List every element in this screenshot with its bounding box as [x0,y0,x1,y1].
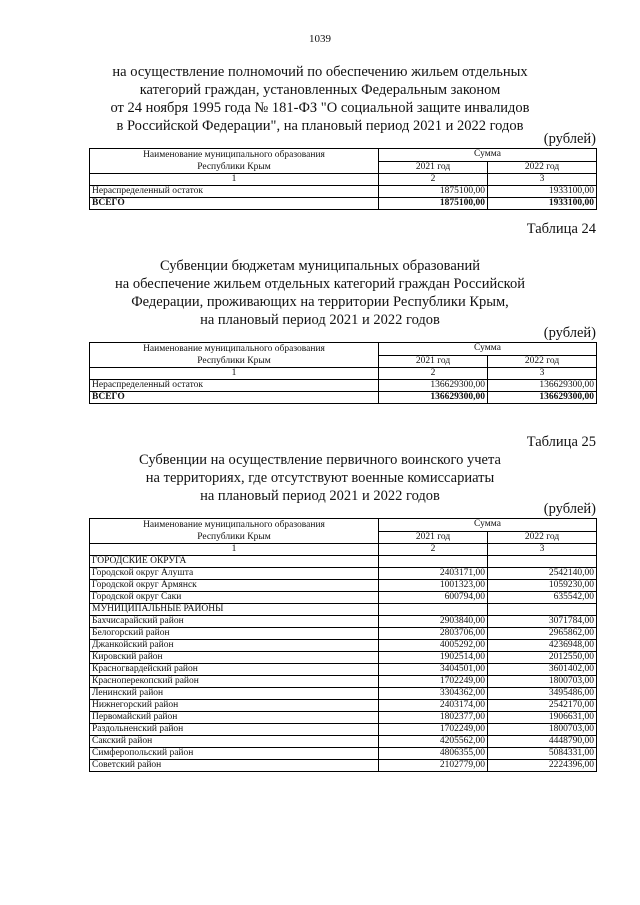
column-number: 1 [90,368,379,380]
row-name: Кировский район [90,652,379,664]
table-1 [89,148,597,210]
column-number: 2 [379,544,488,556]
row-value-2022: 1906631,00 [488,712,597,724]
table-25 [89,518,597,772]
heading-line: на осуществление полномочий по обеспечению жильем отдельных [112,64,528,80]
header-sum: Сумма [379,149,597,162]
header-year-2022: 2022 год [488,161,597,174]
table-caption: Таблица 24 [526,221,596,237]
header-sum: Сумма [379,343,597,356]
row-value-2021: 2102779,00 [379,760,488,772]
row-value-2022: 3601402,00 [488,664,597,676]
row-value-2022: 2542140,00 [488,568,597,580]
row-value-2021: 4005292,00 [379,640,488,652]
heading-line: от 24 ноября 1995 года № 181-ФЗ "О социальной защите инвалидов [110,100,530,116]
table-row [90,186,597,198]
table-row [90,760,597,772]
row-value-2022: 3071784,00 [488,616,597,628]
row-name: ВСЕГО [90,198,379,210]
row-value-2022: 1059230,00 [488,580,597,592]
table-row [90,748,597,760]
column-number: 1 [90,544,379,556]
group-title: МУНИЦИПАЛЬНЫЕ РАЙОНЫ [90,604,379,616]
row-name: Ленинский район [90,688,379,700]
table-row [90,676,597,688]
table-row-total [90,392,597,404]
row-name: Сакский район [90,736,379,748]
heading-line: в Российской Федерации", на плановый период 2021 и 2022 годов [116,118,524,134]
header-name: Наименование муниципального образования Республики Крым [90,149,379,174]
column-number: 3 [488,544,597,556]
heading-line: категорий граждан, установленных Федеральным законом [139,82,501,98]
heading-line: на плановый период 2021 и 2022 годов [200,312,440,328]
row-value-2022: 2012550,00 [488,652,597,664]
row-value-2022: 4448790,00 [488,736,597,748]
row-name: Бахчисарайский район [90,616,379,628]
header-name: Наименование муниципального образования Республики Крым [90,343,379,368]
row-name: Раздольненский район [90,724,379,736]
table-24 [89,342,597,404]
row-value-2021: 2803706,00 [379,628,488,640]
table-row [90,640,597,652]
row-name: Белогорский район [90,628,379,640]
table-row [90,568,597,580]
column-number: 2 [379,174,488,186]
header-year-2021: 2021 год [379,355,488,368]
table-row [90,664,597,676]
row-value-2021: 1702249,00 [379,724,488,736]
table-caption: Таблица 25 [526,434,596,450]
row-value-2021: 3404501,00 [379,664,488,676]
header-year-2021: 2021 год [379,161,488,174]
row-value-2022: 2965862,00 [488,628,597,640]
heading-line: на обеспечение жильем отдельных категорий граждан Российской [115,276,525,292]
header-name: Наименование муниципального образования Республики Крым [90,519,379,544]
row-name: Нераспределенный остаток [90,186,379,198]
row-value-2022: 136629300,00 [488,392,597,404]
group-title: ГОРОДСКИЕ ОКРУГА [90,556,379,568]
heading-line: Федерации, проживающих на территории Республики Крым, [131,294,509,310]
row-name: Нераспределенный остаток [90,380,379,392]
row-name: Красногвардейский район [90,664,379,676]
row-value-2022: 136629300,00 [488,380,597,392]
row-value-2022: 1800703,00 [488,724,597,736]
row-name: Симферопольский район [90,748,379,760]
column-number: 3 [488,368,597,380]
heading-line: на территориях, где отсутствуют военные комиссариаты [145,470,495,486]
table-row [90,592,597,604]
row-name: Первомайский район [90,712,379,724]
row-name: Городской округ Алушта [90,568,379,580]
row-value-2021: 2903840,00 [379,616,488,628]
row-value-2021: 1001323,00 [379,580,488,592]
row-value-2022: 3495486,00 [488,688,597,700]
row-name: Советский район [90,760,379,772]
row-value-2021: 2403171,00 [379,568,488,580]
table-row-total [90,198,597,210]
row-value-2022: 4236948,00 [488,640,597,652]
row-value-2022: 2542170,00 [488,700,597,712]
page-number: 1039 [309,33,331,45]
table-row [90,712,597,724]
row-name: ВСЕГО [90,392,379,404]
row-value-2022: 635542,00 [488,592,597,604]
row-value-2021: 1802377,00 [379,712,488,724]
header-sum: Сумма [379,519,597,532]
row-value-2021: 136629300,00 [379,392,488,404]
row-name: Городской округ Армянск [90,580,379,592]
row-value-2022: 1933100,00 [488,186,597,198]
header-year-2022: 2022 год [488,355,597,368]
section3-heading [60,451,580,505]
heading-line: Субвенции на осуществление первичного воинского учета [139,452,501,468]
row-value-2021: 4806355,00 [379,748,488,760]
header-year-2021: 2021 год [379,531,488,544]
row-value-2022: 5084331,00 [488,748,597,760]
column-number: 1 [90,174,379,186]
table-row [90,736,597,748]
column-number: 3 [488,174,597,186]
group1-body [90,568,597,604]
unit-label: (рублей) [543,131,596,147]
table-row [90,688,597,700]
table-row [90,616,597,628]
table-row [90,700,597,712]
heading-line: на плановый период 2021 и 2022 годов [200,488,440,504]
section1-heading [60,63,580,135]
row-value-2021: 1702249,00 [379,676,488,688]
row-value-2021: 1875100,00 [379,186,488,198]
row-value-2022: 1933100,00 [488,198,597,210]
row-value-2021: 1902514,00 [379,652,488,664]
unit-label: (рублей) [543,325,596,341]
row-value-2021: 600794,00 [379,592,488,604]
row-value-2022: 1800703,00 [488,676,597,688]
section2-heading [60,257,580,329]
row-name: Красноперекопский район [90,676,379,688]
group-row [90,604,597,616]
row-name: Джанкойский район [90,640,379,652]
row-value-2021: 3304362,00 [379,688,488,700]
unit-label: (рублей) [543,501,596,517]
row-value-2021: 2403174,00 [379,700,488,712]
row-name: Нижнегорский район [90,700,379,712]
column-number: 2 [379,368,488,380]
table-row [90,628,597,640]
table-row [90,580,597,592]
row-value-2021: 4205562,00 [379,736,488,748]
row-value-2021: 1875100,00 [379,198,488,210]
group2-body [90,616,597,772]
row-value-2022: 2224396,00 [488,760,597,772]
table-row [90,652,597,664]
table-row [90,724,597,736]
row-value-2021: 136629300,00 [379,380,488,392]
table-row [90,380,597,392]
row-name: Городской округ Саки [90,592,379,604]
group-row [90,556,597,568]
header-year-2022: 2022 год [488,531,597,544]
heading-line: Субвенции бюджетам муниципальных образований [159,258,481,274]
